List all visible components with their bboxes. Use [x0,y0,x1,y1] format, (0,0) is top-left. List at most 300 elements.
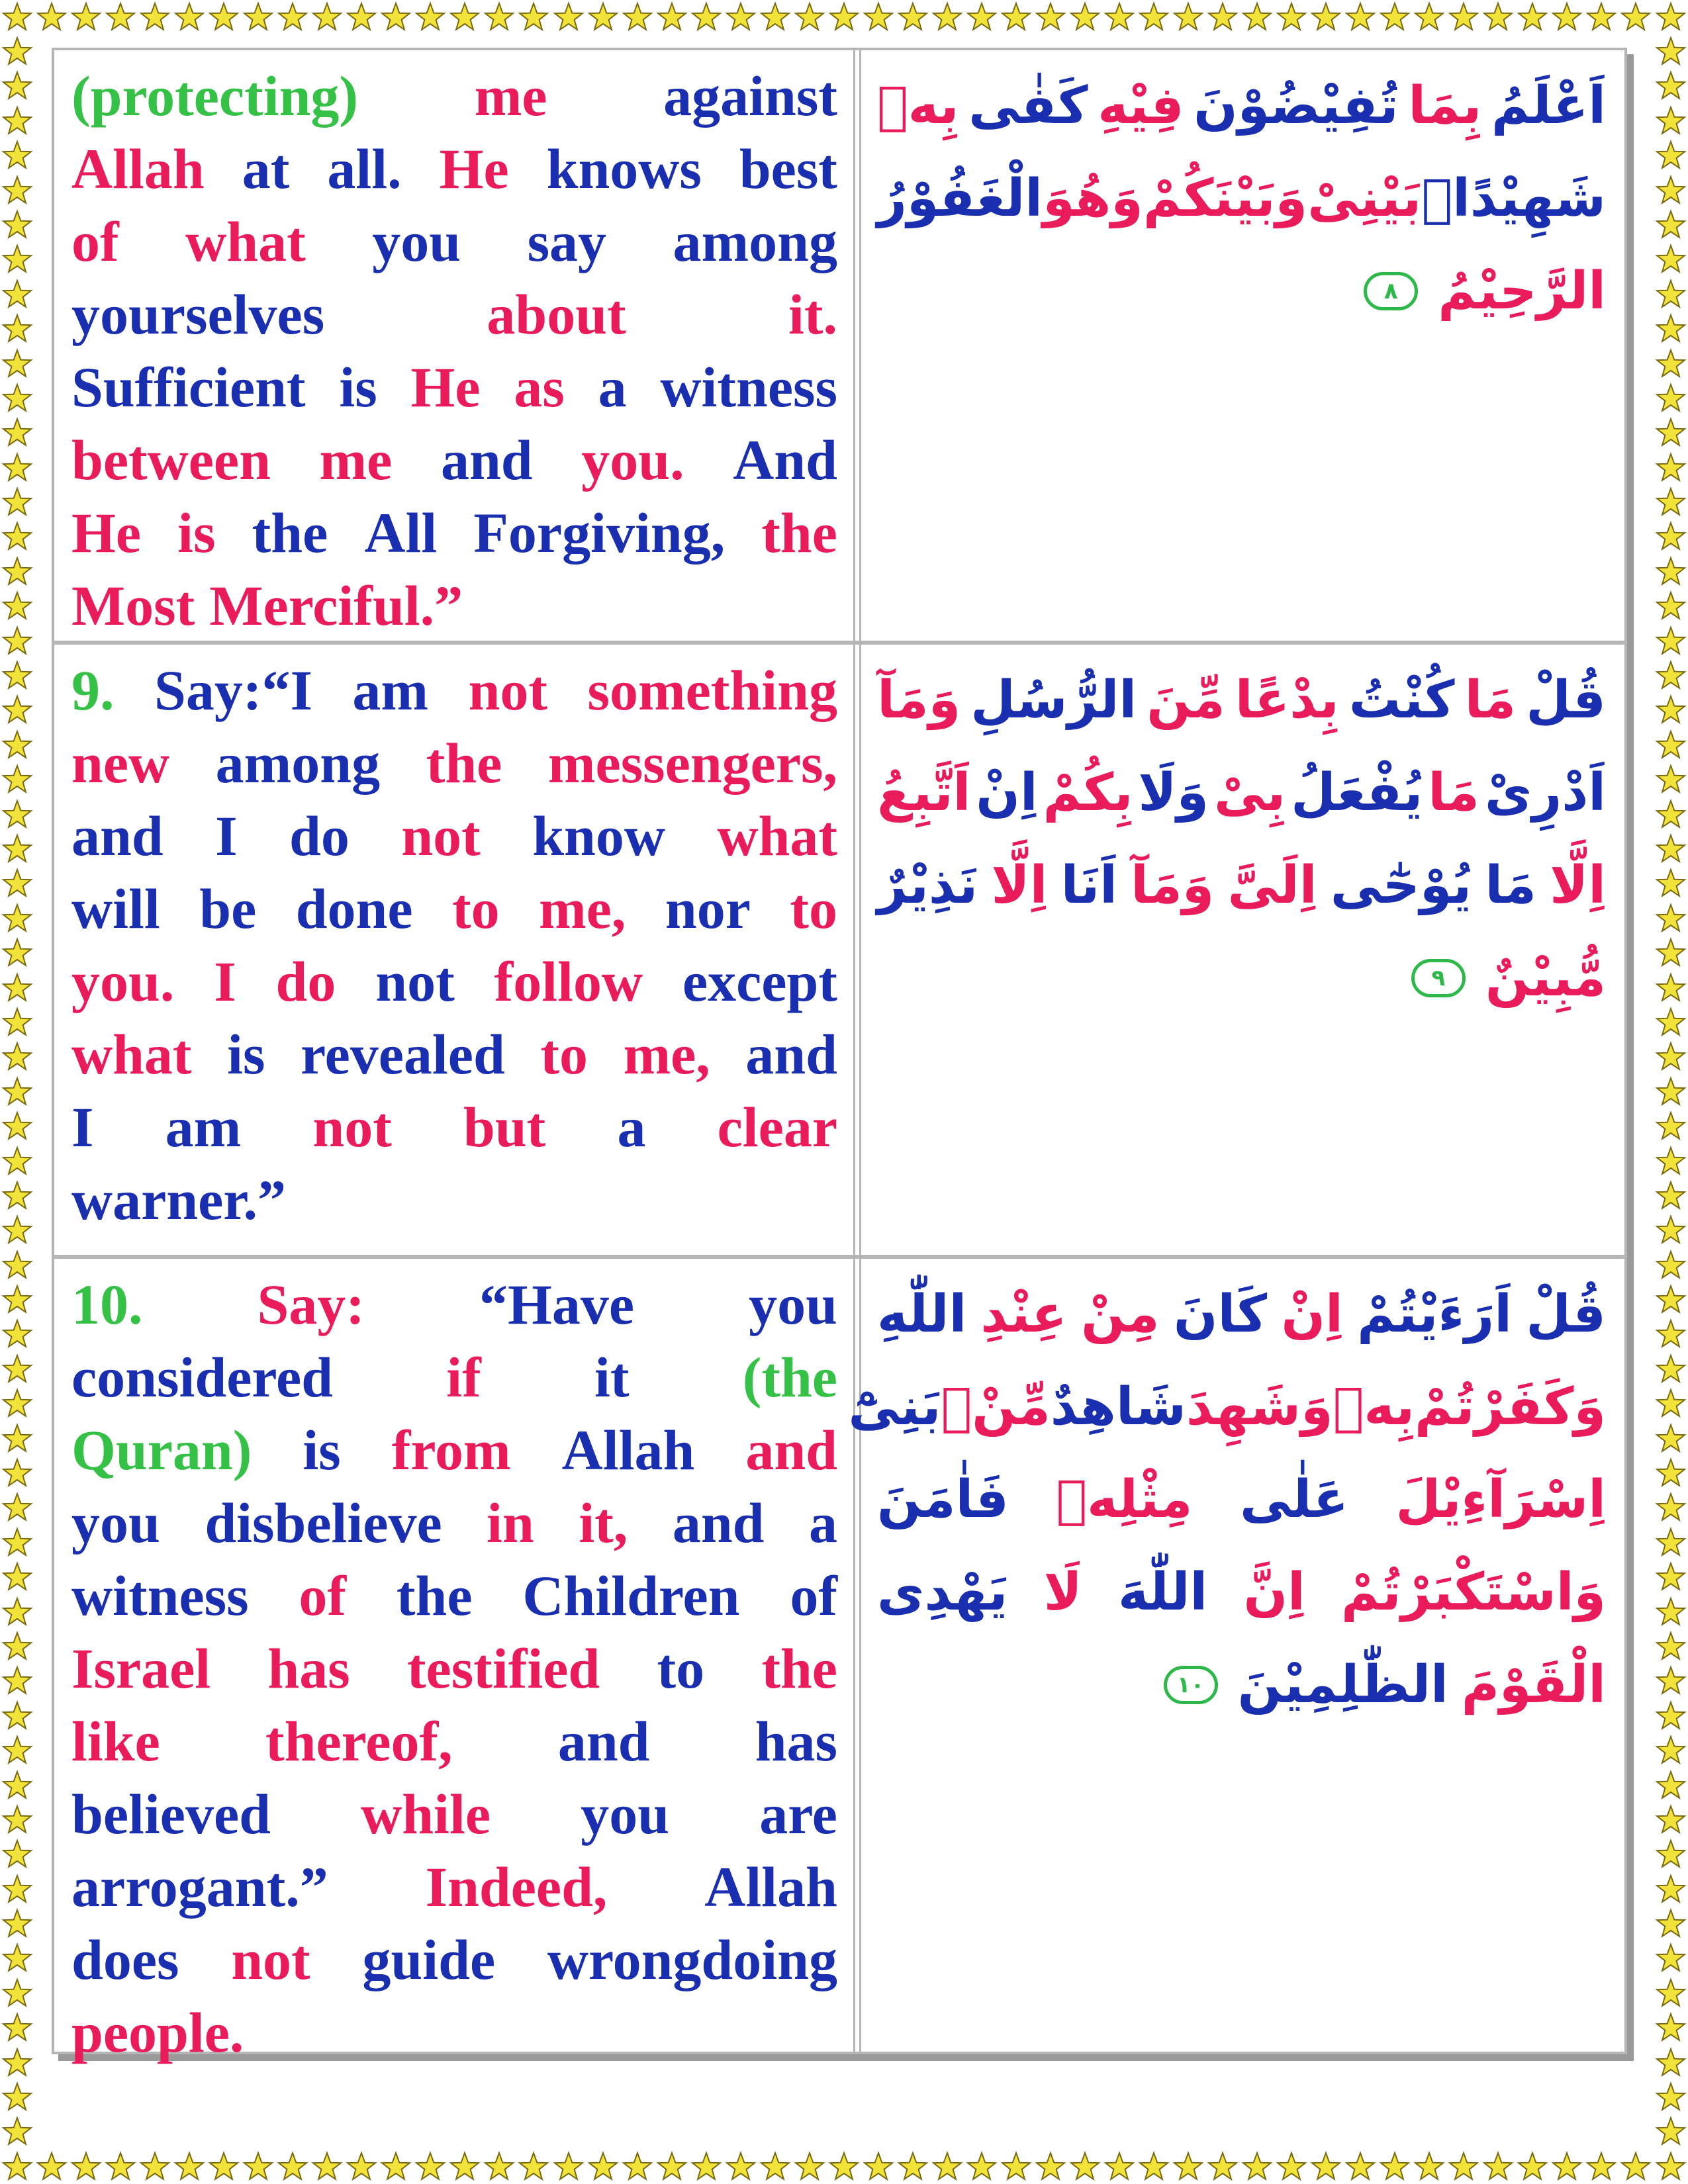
star-icon [689,2150,724,2184]
star-icon [1654,0,1688,34]
english-line [71,496,837,569]
english-word: something [587,659,837,722]
arabic-word: مُّبِيْنٌ [1485,948,1606,1008]
star-icon [1446,2150,1481,2184]
star-icon [0,69,34,103]
english-word: me [474,64,547,128]
arabic-word: اَنَا [1060,856,1117,915]
arabic-word: مَا [1485,856,1536,915]
star-icon [0,589,34,623]
arabic-word: عِنْدِ [980,1285,1067,1344]
star-icon [0,762,34,797]
star-icon [0,832,34,866]
star-icon [172,2150,207,2184]
star-icon [0,520,34,554]
arabic-word: مِثْلِهٖ [1056,1470,1193,1529]
arabic-text-cell [859,645,1624,1255]
star-icon [34,0,69,34]
english-word: and [672,1491,765,1555]
arabic-word: اِسْرَآءِيْلَ [1395,1470,1606,1529]
english-word: it [594,1345,630,1409]
arabic-word: يَهْدِى [877,1563,1008,1622]
english-word: best [739,137,837,201]
star-icon [1654,34,1688,69]
english-word: new [71,731,170,795]
star-icon [1654,1664,1688,1698]
star-icon [413,0,447,34]
star-icon [1446,0,1481,34]
star-icon [0,1179,34,1213]
english-word: (the [742,1345,837,1409]
english-word: believed [71,1782,271,1846]
arabic-word: لَا [1043,1563,1082,1622]
star-icon [655,2150,689,2184]
english-word: Allah [71,137,205,201]
english-word: witness [71,1564,249,1627]
star-icon [1378,2150,1412,2184]
star-icon [0,104,34,138]
arabic-word: مِّنَ [1147,670,1225,730]
star-icon [1654,971,1688,1005]
star-icon [0,866,34,901]
star-icon [1654,1560,1688,1594]
star-icon [1654,173,1688,208]
verse-row-10 [54,1255,1624,2064]
arabic-word: وَهُوَ [1043,169,1143,228]
star-icon [0,1248,34,1283]
star-icon [0,451,34,485]
arabic-word: بَنِىْٓ [848,1377,941,1437]
star-icon [1654,104,1688,138]
star-icon [1654,381,1688,416]
star-icon [1654,1144,1688,1179]
english-word: me, [623,1023,710,1086]
star-icon [1654,1005,1688,1040]
star-icon [1309,0,1343,34]
star-icon [1618,0,1653,34]
english-line [71,278,837,351]
english-word: Children [522,1564,740,1627]
star-icon [1654,1456,1688,1490]
english-word: done [295,877,413,940]
english-word: the [426,731,502,795]
star-icon [0,1525,34,1560]
star-icon [1654,1248,1688,1283]
english-word: Forgiving, [473,501,726,565]
arabic-word: شَهِيْدًاۢ [1421,169,1606,228]
english-word: Quran) [71,1418,252,1482]
arabic-word: قُلْ [1526,1285,1606,1344]
arabic-word: كُنْتُ [1348,670,1455,730]
arabic-line [877,1268,1606,1361]
english-word: I [215,804,238,868]
star-icon [1654,347,1688,381]
star-icon [447,2150,482,2184]
arabic-word: الرُّسُلِ [970,670,1137,730]
star-icon [1550,2150,1584,2184]
star-icon [620,0,655,34]
star-icon [1102,2150,1137,2184]
star-icon [275,2150,310,2184]
english-word: me [319,428,393,492]
arabic-word: اِنْ [976,763,1038,823]
arabic-word: اَعْلَمُ [1491,76,1606,136]
star-icon [1654,1109,1688,1144]
star-icon [1654,1803,1688,1837]
star-icon [1240,0,1274,34]
english-word: you. [581,428,684,492]
arabic-text-cell [859,50,1624,641]
star-icon [1654,1699,1688,1733]
english-word: is [339,355,377,419]
english-word: the [396,1564,473,1627]
star-icon [1654,2080,1688,2115]
star-icon [1654,797,1688,832]
english-word: Indeed, [425,1855,608,1919]
star-icon [516,0,551,34]
star-icon [0,1283,34,1317]
english-word: 10. [71,1273,143,1336]
star-icon [0,277,34,312]
star-icon [207,0,241,34]
arabic-word: اَتَّبِعُ [877,763,971,823]
arabic-word: بِهٖ [877,76,959,136]
english-word: “Have [479,1273,635,1336]
english-word: it, [579,1491,628,1555]
arabic-line [877,245,1606,338]
arabic-word: بِكُمْ [1043,763,1133,823]
verse-row-9 [54,641,1624,1255]
english-word: all. [327,137,402,201]
star-icon [0,1422,34,1456]
star-icon [0,1699,34,1733]
english-word: 9. [71,659,115,722]
english-line [71,1018,837,1091]
english-word: guide [362,1928,496,1991]
star-icon [0,416,34,450]
arabic-word: مِّنْۢ [941,1377,1051,1437]
star-icon [0,1005,34,1040]
star-icon [1654,208,1688,242]
arabic-word: وَبَيْنَكُمْ [1143,169,1307,228]
english-word: a [598,355,627,419]
star-icon [447,0,482,34]
star-icon [827,2150,861,2184]
english-word: what [71,1023,192,1086]
star-icon [896,0,930,34]
star-icon [69,0,103,34]
star-icon [1654,1490,1688,1525]
arabic-line [877,1639,1606,1731]
star-icon [620,2150,655,2184]
star-icon [0,1803,34,1837]
english-word: and [557,1709,650,1773]
star-icon [1654,1837,1688,1872]
star-icon [1137,0,1171,34]
star-icon [1654,1283,1688,1317]
star-icon [689,0,724,34]
star-icon [1171,2150,1205,2184]
english-word: you. [71,950,175,1013]
arabic-line [877,747,1606,839]
star-icon [0,1317,34,1351]
english-word: is [177,501,216,565]
english-word: of [299,1564,347,1627]
english-word: does [71,1928,179,1991]
arabic-word: نَذِيْرٌ [877,856,978,915]
english-word: Allah [704,1855,837,1919]
ayah-number-marker: ٩ [1411,959,1466,997]
star-icon [0,1040,34,1074]
english-word: witness [660,355,837,419]
verse-row-8 [54,50,1624,641]
star-icon [1274,2150,1309,2184]
arabic-word: تُفِيْضُوْنَ [1194,76,1399,136]
english-word: yourselves [71,283,325,346]
star-icon [930,2150,964,2184]
star-icon [0,1144,34,1179]
english-word: between [71,428,271,492]
english-word: not [468,659,547,722]
star-icon [0,728,34,762]
arabic-word: الْغَفُوْرُ [877,169,1043,228]
english-word: among [673,210,837,273]
english-word: to [657,1637,705,1700]
star-icon [964,2150,999,2184]
arabic-word: بِىْ [1213,763,1286,823]
english-word: arrogant.” [71,1855,328,1919]
star-icon [138,0,172,34]
star-icon [1068,2150,1102,2184]
english-word: will [71,877,160,940]
arabic-word: اَدْرِىْ [1484,763,1606,823]
star-icon [1412,0,1446,34]
star-icon [1654,485,1688,520]
arabic-word: شَاهِدٌ [1050,1377,1186,1437]
star-icon [1654,866,1688,901]
star-icon [1654,1907,1688,1941]
arabic-line [877,1453,1606,1546]
english-word: Allah [561,1418,695,1482]
english-word: you [372,210,461,273]
star-icon [586,0,620,34]
star-icon [34,2150,69,2184]
english-word: the [761,501,837,565]
star-icon [1068,0,1102,34]
star-icon [0,34,34,69]
star-icon [1654,520,1688,554]
english-translation-cell [54,645,855,1255]
star-icon [0,1837,34,1872]
star-icon [1550,0,1584,34]
english-word: of [790,1564,837,1627]
star-icon [69,2150,103,2184]
star-icon [379,2150,413,2184]
english-word: and [440,428,533,492]
star-icon [1654,832,1688,866]
star-icon [379,0,413,34]
arabic-word: اِلَّا [991,856,1048,915]
star-icon [1654,2150,1688,2184]
english-line [71,1996,837,2069]
star-icon [1205,0,1240,34]
english-word: All [364,501,438,565]
english-word: a [808,1491,837,1555]
star-icon [1515,0,1550,34]
star-icon [0,1213,34,1248]
english-line [71,1091,837,1163]
arabic-line [848,1361,1606,1453]
arabic-word: مِنْ [1081,1285,1160,1344]
star-icon [758,2150,792,2184]
star-icon [551,2150,586,2184]
english-word: do [289,804,350,868]
english-word: (protecting) [71,64,359,128]
english-word: you [71,1491,160,1555]
english-word: not [231,1928,310,1991]
english-word: has [267,1637,350,1700]
star-icon [516,2150,551,2184]
arabic-word: بِمَا [1408,76,1482,136]
star-icon [1584,2150,1618,2184]
star-icon [724,0,758,34]
arabic-line [877,839,1606,932]
english-word: is [227,1023,265,1086]
star-border-top [0,0,1688,34]
english-word: Say:“I [154,659,312,722]
star-icon [1654,1941,1688,1976]
star-border-bottom [0,2150,1688,2184]
english-translation-cell [54,50,855,641]
star-icon [1102,0,1137,34]
star-icon [0,1075,34,1109]
star-icon [1654,1733,1688,1768]
star-icon [1205,2150,1240,2184]
star-icon [0,1490,34,1525]
english-word: like [71,1709,160,1773]
star-icon [1309,2150,1343,2184]
english-word: but [463,1095,546,1159]
arabic-word: اِنَّ [1243,1563,1305,1622]
star-icon [1654,2115,1688,2149]
star-icon [0,1560,34,1594]
english-line [71,727,837,799]
english-word: follow [494,950,643,1013]
english-word: you [749,1273,837,1336]
star-icon [861,2150,896,2184]
star-icon [999,0,1033,34]
english-word: thereof, [265,1709,453,1773]
english-line [71,351,837,424]
star-icon [0,1595,34,1629]
star-icon [1654,138,1688,173]
star-icon [0,659,34,693]
english-translation-cell [54,1259,855,2064]
star-icon [207,2150,241,2184]
english-word: as [514,355,565,419]
english-line [71,1923,837,1996]
arabic-word: وَشَهِدَ [1186,1377,1333,1437]
english-line [71,1705,837,1778]
star-icon [482,2150,516,2184]
star-icon [0,1907,34,1941]
star-icon [1654,1317,1688,1351]
english-word: and [745,1023,837,1086]
star-icon [0,242,34,277]
english-word: He [410,355,481,419]
star-icon [310,0,344,34]
english-word: to [452,877,500,940]
star-icon [1033,2150,1068,2184]
english-line [71,1341,837,1414]
english-word: from [391,1418,511,1482]
star-icon [896,2150,930,2184]
star-icon [0,624,34,659]
english-word: except [682,950,837,1013]
arabic-word: اَرَءَيْتُمْ [1357,1285,1512,1344]
star-icon [172,0,207,34]
arabic-word: بِدْعًا [1235,670,1339,730]
star-icon [0,971,34,1005]
arabic-word: كَفٰى [968,76,1088,136]
arabic-word: اللّٰهَ [1118,1563,1208,1622]
star-icon [0,485,34,520]
star-icon [241,2150,275,2184]
english-line [71,1414,837,1486]
star-icon [1481,0,1515,34]
english-line [71,1486,837,1559]
arabic-word: اِلَّا [1550,856,1606,915]
star-icon [1654,1525,1688,1560]
star-icon [551,0,586,34]
english-word: I [71,1095,94,1159]
english-word: not [375,950,455,1013]
english-line [71,1632,837,1705]
star-icon [1654,1976,1688,2011]
star-icon [827,0,861,34]
star-icon [0,1872,34,1907]
english-word: warner.” [71,1168,287,1232]
english-word: revealed [300,1023,505,1086]
english-line [71,872,837,945]
english-line [71,132,837,205]
english-word: me, [539,877,626,940]
arabic-word: يُوْحٰٓى [1330,856,1472,915]
english-word: knows [546,137,702,201]
english-word: He [439,137,509,201]
arabic-word: فِيْهِ [1098,76,1184,136]
english-word: a [617,1095,646,1159]
english-word: among [215,731,381,795]
english-word: about [487,283,626,346]
english-line [71,569,837,642]
arabic-line [877,60,1606,152]
star-icon [1654,1422,1688,1456]
star-border-right [1654,34,1688,2150]
star-icon [0,347,34,381]
star-icon [103,0,138,34]
english-word: know [532,804,665,868]
english-word: to [540,1023,588,1086]
english-word: do [275,950,336,1013]
arabic-word: بَيْنِىْ [1307,169,1422,228]
arabic-word: الرَّحِيْمُ [1438,261,1606,321]
english-word: Merciful.” [209,574,463,637]
star-icon [930,0,964,34]
star-icon [1240,2150,1274,2184]
english-word: say [527,210,607,273]
arabic-word: قُلْ [1526,670,1606,730]
